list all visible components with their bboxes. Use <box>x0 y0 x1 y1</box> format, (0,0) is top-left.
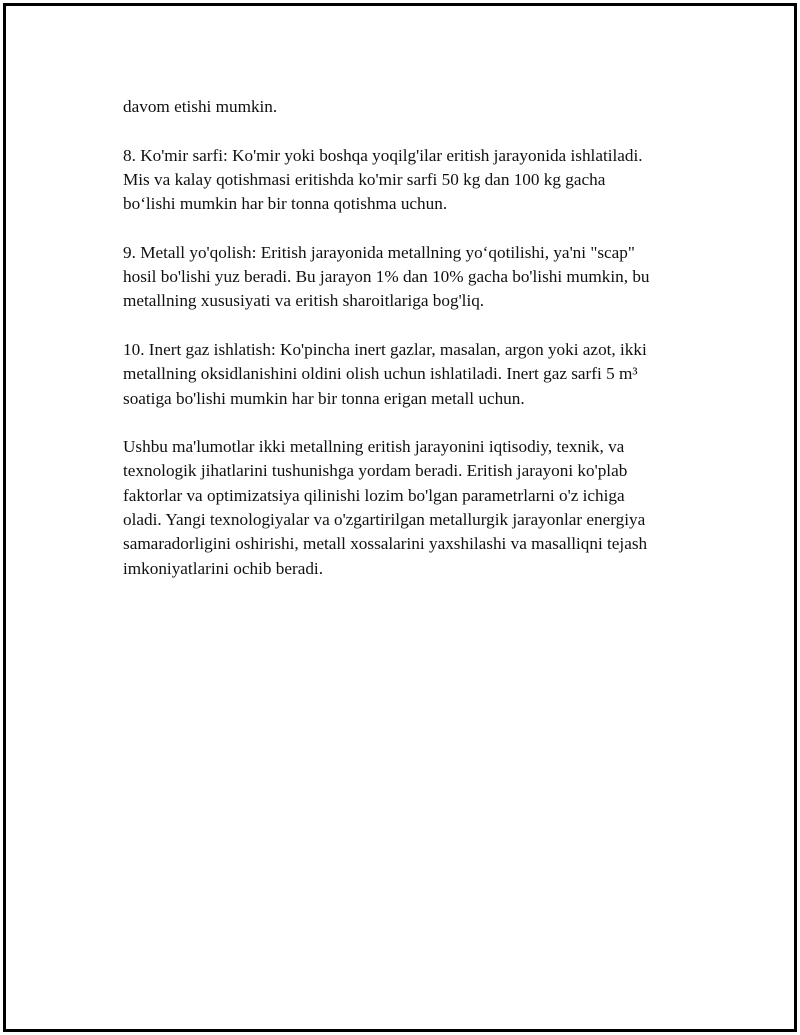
text-line: metallning xususiyati va eritish sharoitlariga bog'liq. <box>123 291 485 311</box>
page-frame <box>3 3 797 1032</box>
text-line: faktorlar va optimizatsiya qilinishi lozim bo'lgan parametrlarni o'z ichiga <box>123 485 625 505</box>
paragraph-inert-gas <box>123 338 698 411</box>
text-line: Ushbu ma'lumotlar ikki metallning eritish jarayonini iqtisodiy, texnik, va <box>123 437 625 457</box>
text-line: 10. Inert gaz ishlatish: Ko'pincha inert gazlar, masalan, argon yoki azot, ikki <box>123 339 647 359</box>
text-line: 8. Ko'mir sarfi: Ko'mir yoki boshqa yoqilg'ilar eritish jarayonida ishlatiladi. <box>123 145 643 165</box>
text-line: imkoniyatlarini ochib beradi. <box>123 558 323 578</box>
paragraph-continuation <box>123 95 698 119</box>
text-line: davom etishi mumkin. <box>123 97 278 116</box>
text-line: soatiga bo'lishi mumkin har bir tonna erigan metall uchun. <box>123 388 525 408</box>
page-body <box>123 95 698 605</box>
paragraph-coal-consumption <box>123 144 698 217</box>
text-line: texnologik jihatlarini tushunishga yordam beradi. Eritish jarayoni ko'plab <box>123 461 628 481</box>
paragraph-summary <box>123 435 698 581</box>
text-line: hosil bo'lishi yuz beradi. Bu jarayon 1% dan 10% gacha bo'lishi mumkin, bu <box>123 267 650 287</box>
text-line: samaradorligini oshirishi, metall xossalarini yaxshilashi va masalliqni tejash <box>123 534 648 554</box>
text-line: metallning oksidlanishini oldini olish uchun ishlatiladi. Inert gaz sarfi 5 m³ <box>123 364 638 384</box>
text-line: oladi. Yangi texnologiyalar va o'zgartirilgan metallurgik jarayonlar energiya <box>123 510 646 530</box>
paragraph-metal-loss <box>123 241 698 314</box>
text-line: 9. Metall yo'qolish: Eritish jarayonida metallning yo‘qotilishi, ya'ni "scap" <box>123 242 635 262</box>
text-line: bo‘lishi mumkin har bir tonna qotishma uchun. <box>123 194 448 214</box>
text-line: Mis va kalay qotishmasi eritishda ko'mir sarfi 50 kg dan 100 kg gacha <box>123 169 606 189</box>
